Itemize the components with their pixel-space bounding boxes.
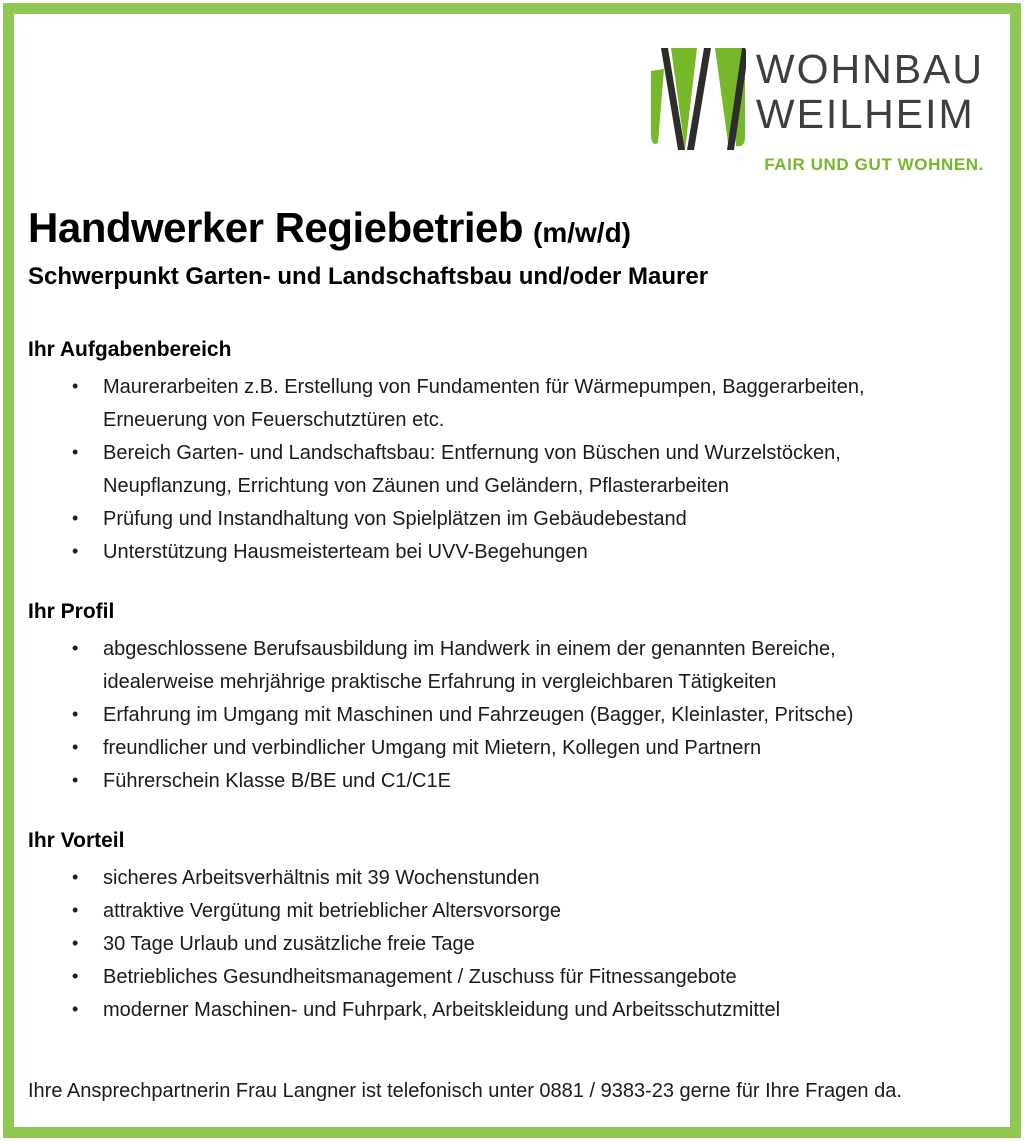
section-profil	[28, 599, 998, 798]
bullet-text: moderner Maschinen- und Fuhrpark, Arbeitskleidung und Arbeitsschutzmittel	[103, 999, 781, 1021]
bullet-item	[28, 633, 938, 699]
bullet-list	[28, 862, 998, 1027]
bullet-text: Erfahrung im Umgang mit Maschinen und Fahrzeugen (Bagger, Kleinlaster, Pritsche)	[103, 704, 854, 726]
section-vorteil	[28, 828, 998, 1027]
bullet-icon: •	[72, 737, 79, 757]
bullet-item	[28, 928, 938, 961]
bullet-icon: •	[72, 704, 79, 724]
bullet-item	[28, 732, 938, 765]
section-heading: Ihr Aufgabenbereich	[28, 338, 232, 361]
bullet-item	[28, 699, 938, 732]
bullet-text: 30 Tage Urlaub und zusätzliche freie Tage	[103, 933, 475, 955]
bullet-icon: •	[72, 770, 79, 790]
bullet-text: sicheres Arbeitsverhältnis mit 39 Wochenstunden	[103, 867, 540, 889]
job-title-suffix: (m/w/d)	[533, 217, 632, 248]
logo-wordmark-line2: WEILHEIM	[755, 91, 975, 137]
bullet-item	[28, 437, 938, 503]
bullet-icon: •	[72, 541, 79, 561]
bullet-icon: •	[72, 966, 79, 986]
bullet-icon: •	[72, 999, 79, 1019]
bullet-icon: •	[72, 376, 79, 396]
bullet-text: Maurerarbeiten z.B. Erstellung von Fundamenten für Wärmepumpen, Baggerarbeiten, Erneuerung von Feuerschutztüren etc.	[103, 376, 865, 431]
bullet-item	[28, 765, 938, 798]
bullet-item	[28, 961, 938, 994]
bullet-icon: •	[72, 867, 79, 887]
section-heading: Ihr Profil	[28, 600, 115, 623]
header	[28, 47, 984, 175]
bullet-text: Führerschein Klasse B/BE und C1/C1E	[103, 770, 451, 792]
bullet-text: Bereich Garten- und Landschaftsbau: Entfernung von Büschen und Wurzelstöcken, Neupflanzung, Errichtung von Zäunen und Geländern, Pflasterarbeiten	[103, 442, 841, 497]
bullet-item	[28, 371, 938, 437]
bullet-icon: •	[72, 442, 79, 462]
job-title	[28, 205, 998, 256]
page-content	[28, 14, 998, 1106]
bullet-list	[28, 371, 998, 569]
job-subtitle: Schwerpunkt Garten- und Landschaftsbau und/oder Maurer	[28, 263, 709, 290]
bullet-text: freundlicher und verbindlicher Umgang mit Mietern, Kollegen und Partnern	[103, 737, 762, 759]
bullet-item	[28, 536, 938, 569]
bullet-icon: •	[72, 508, 79, 528]
bullet-text: attraktive Vergütung mit betrieblicher Altersvorsorge	[103, 900, 561, 922]
bullet-icon: •	[72, 933, 79, 953]
bullet-text: Prüfung und Instandhaltung von Spielplätzen im Gebäudebestand	[103, 508, 687, 530]
bullet-icon: •	[72, 900, 79, 920]
bullet-item	[28, 503, 938, 536]
bullet-text: Unterstützung Hausmeisterteam bei UVV-Begehungen	[103, 541, 588, 563]
bullet-list	[28, 633, 998, 798]
contact-footer: Ihre Ansprechpartnerin Frau Langner ist telefonisch unter 0881 / 9383-23 gerne für Ihre Fragen da.	[28, 1080, 902, 1102]
logo-tagline: FAIR UND GUT WOHNEN.	[764, 155, 984, 174]
bullet-item	[28, 895, 938, 928]
bullet-text: Betriebliches Gesundheitsmanagement / Zuschuss für Fitnessangebote	[103, 966, 737, 988]
bullet-icon: •	[72, 638, 79, 658]
job-title-main: Handwerker Regiebetrieb	[28, 204, 524, 251]
section-heading: Ihr Vorteil	[28, 829, 125, 852]
logo-wordmark-line1: WOHNBAU	[755, 46, 984, 92]
bullet-item	[28, 862, 938, 895]
bullet-text: abgeschlossene Berufsausbildung im Handwerk in einem der genannten Bereiche, idealerweise mehrjährige praktische Erfahrung in vergleichbaren Tätigkeiten	[103, 638, 836, 693]
logo	[648, 47, 984, 151]
section-aufgabenbereich	[28, 337, 998, 569]
wohnbau-w-mark-icon	[648, 47, 748, 151]
logo-wordmark	[756, 47, 984, 137]
bullet-item	[28, 994, 938, 1027]
